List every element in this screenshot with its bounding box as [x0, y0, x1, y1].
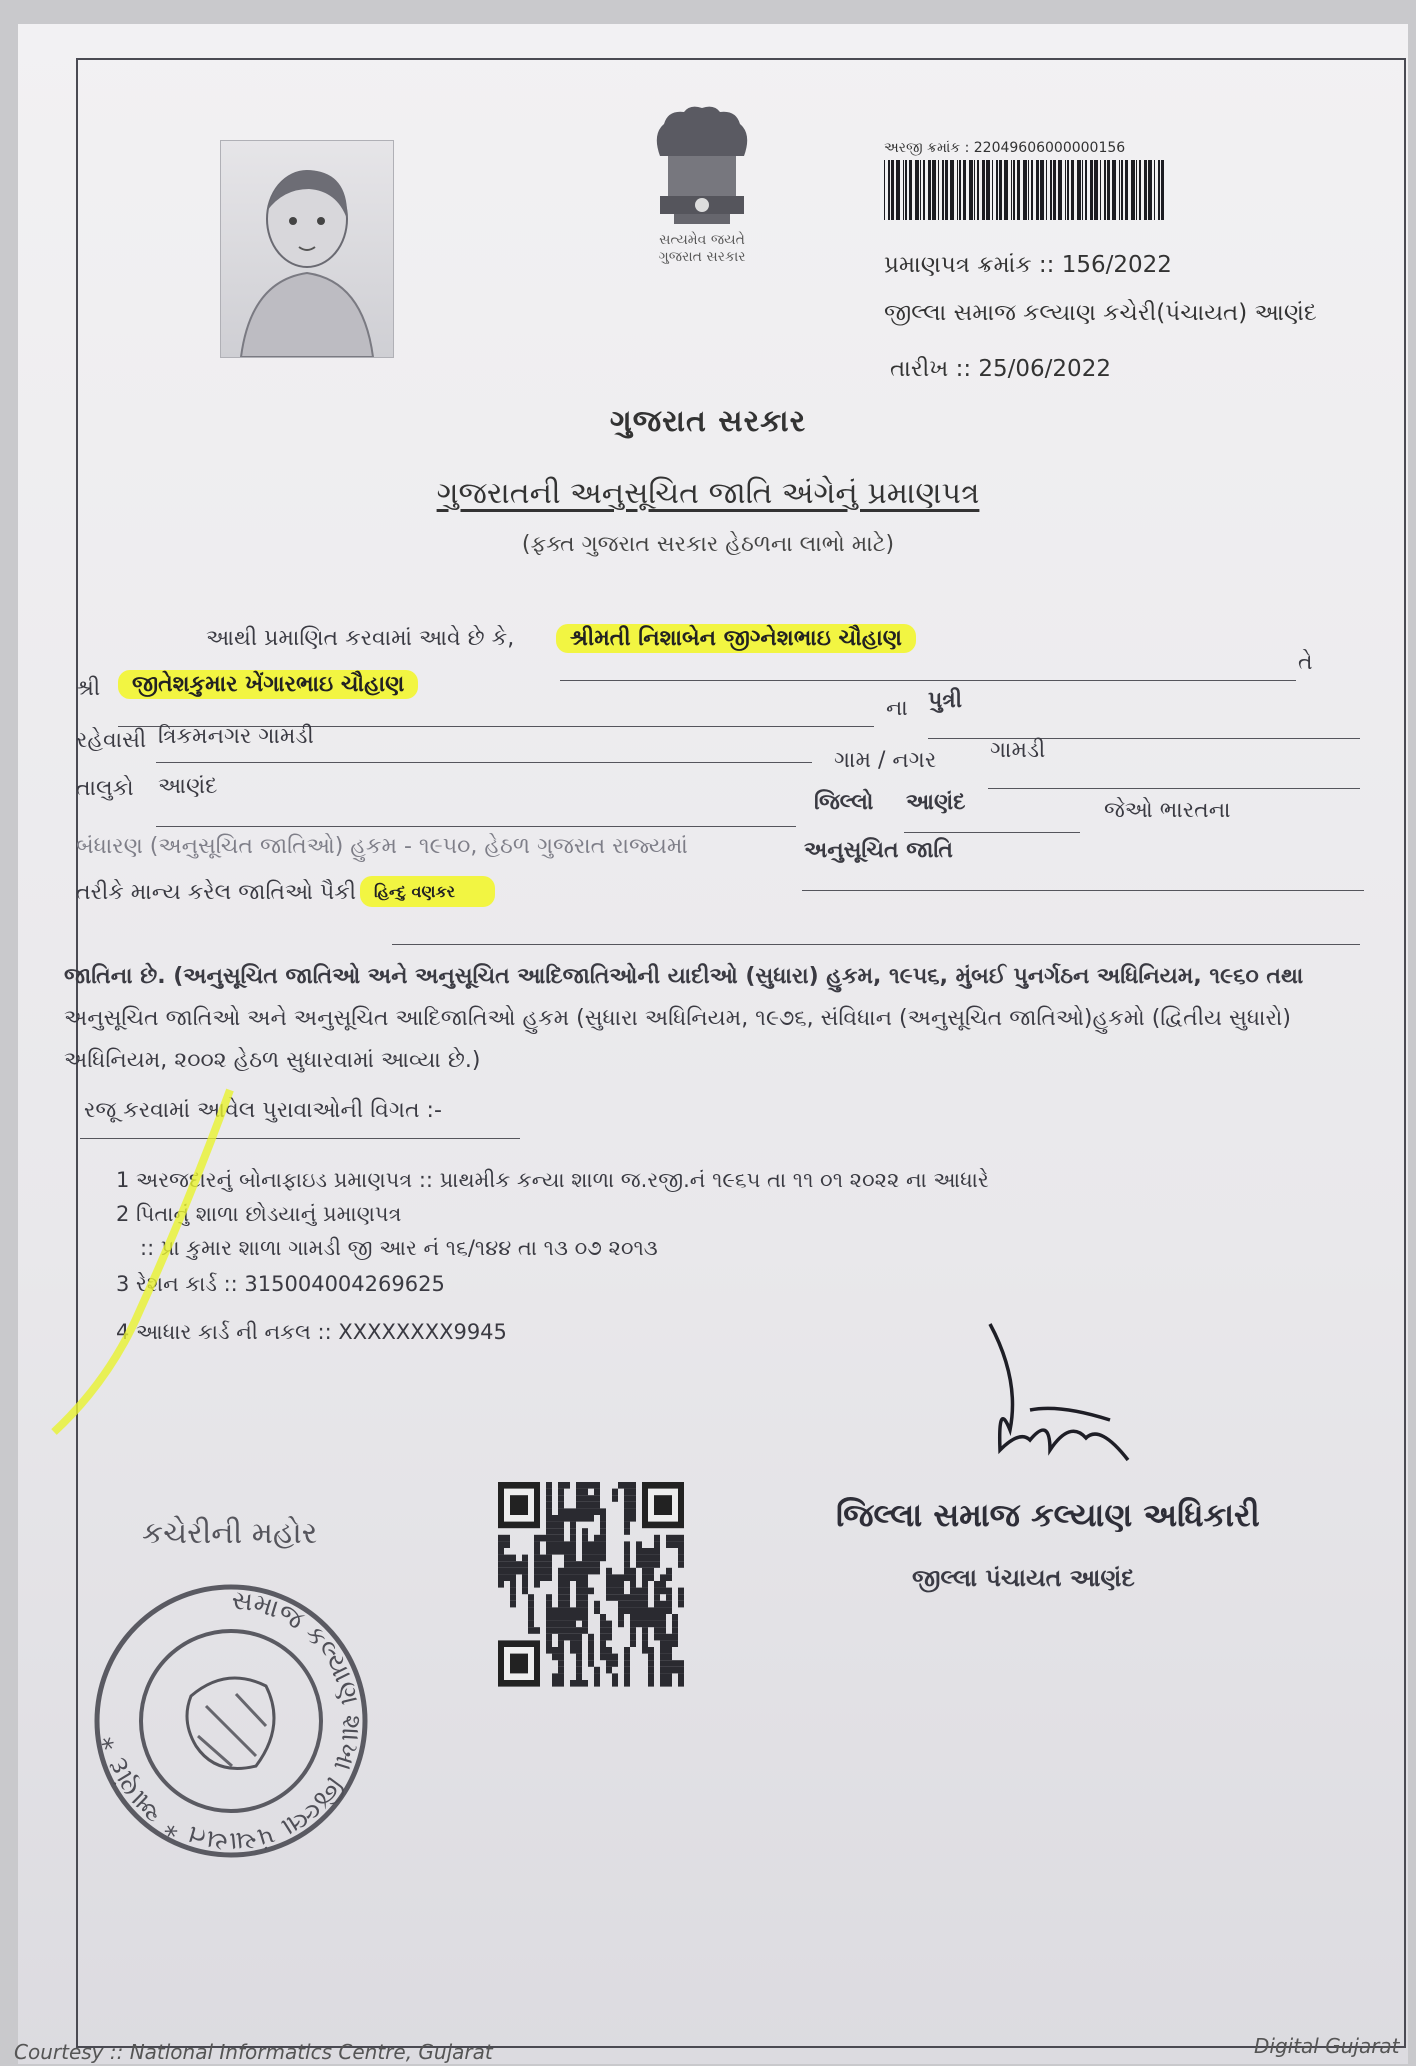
- father-name: [118, 672, 418, 697]
- certificate-title: [0, 476, 1416, 511]
- legal-paragraph: [64, 956, 1303, 1082]
- emblem-caption-2: ગુજરાત સરકાર: [658, 249, 746, 265]
- category-value: અનુસૂચિત જાતિ: [804, 838, 953, 863]
- te-text: તે: [1298, 650, 1313, 675]
- government-title: ગુજરાત સરકાર: [609, 404, 807, 439]
- paragraph-line-3: અધિનિયમ, ૨૦૦૨ હેઠળ સુધારવામાં આવ્યા છે.): [64, 1048, 481, 1073]
- evidence-item-3: 3 રેશન કાર્ડ :: 315004004269625: [116, 1272, 445, 1296]
- certificate-number: 156/2022: [1061, 252, 1172, 278]
- taluka-label: તાલુકો: [76, 776, 134, 801]
- evidence-heading: રજૂ કરવામાં આવેલ પુરાવાઓની વિગત :-: [84, 1098, 442, 1123]
- footer-courtesy: Courtesy :: National Informatics Centre, Gujarat: [14, 2040, 493, 2064]
- resident-value: ત્રિકમનગર ગામડી: [158, 724, 314, 749]
- ashoka-lion-icon: [634, 104, 770, 228]
- village-label: ગામ / નગર: [834, 748, 937, 773]
- father-name-text: જીતેશકુમાર ખેંગારભાઇ ચૌહાણ: [118, 670, 418, 699]
- district-label: જિલ્લો: [814, 790, 874, 815]
- order-text: બંધારણ (અનુસૂચિત જાતિઓ) હુકમ - ૧૯૫૦, હેઠળ ગુજરાત રાજ્યમાં: [76, 834, 688, 859]
- office-seal-stamp: [86, 1576, 376, 1866]
- evidence-item-2-detail: :: પ્રા કુમાર શાળા ગામડી જી આર નં ૧૬/૧૪૪ તા ૧૩ ૦૭ ૨૦૧૩: [140, 1236, 658, 1260]
- certificate-title-text: ગુજરાતની અનુસૂચિત જાતિ અંગેનું પ્રમાણપત્ર: [436, 476, 980, 511]
- highlighter-mark: [40, 1080, 240, 1440]
- bharat-text: જેઓ ભારતના: [1104, 798, 1231, 823]
- underline-resident: [156, 762, 812, 763]
- officer-office: જીલ્લા પંચાયત આણંદ: [912, 1564, 1135, 1592]
- state-emblem: [634, 104, 770, 268]
- emblem-caption-1: સત્યમેવ જયતે: [659, 232, 745, 248]
- intro-text: આથી પ્રમાણિત કરવામાં આવે છે કે,: [206, 626, 515, 651]
- resident-label: રહેવાસી: [76, 728, 147, 753]
- underline-category: [802, 890, 1364, 891]
- taluka-value: આણંદ: [158, 774, 218, 799]
- seal-label: કચેરીની મહોર: [142, 1516, 318, 1551]
- caste-value: [360, 878, 495, 903]
- caste-value-text: હિન્દુ વણકર: [360, 876, 495, 907]
- paragraph-line-2: અનુસૂચિત જાતિઓ અને અનુસૂચિત આદિજાતિઓ હુકમ (સુધારા અધિનિયમ, ૧૯૭૬, સંવિધાન (અનુસૂચિત જાતિઓ)હુકમો (દ્વિતીય સુધારો): [64, 1006, 1291, 1031]
- barcode: [884, 160, 1166, 220]
- na-text: ના: [886, 696, 908, 721]
- district-value: આણંદ: [906, 790, 966, 815]
- certificate-subtitle: (ફક્ત ગુજરાત સરકાર હેઠળના લાભો માટે): [521, 532, 895, 557]
- relation: પુત્રી: [928, 688, 963, 713]
- applicant-name: [556, 626, 916, 651]
- applicant-photo: [220, 140, 394, 358]
- officer-designation: જિલ્લા સમાજ કલ્યાણ અધિકારી: [836, 1496, 1260, 1534]
- underline-district: [904, 832, 1080, 833]
- underline-applicant: [560, 680, 1296, 681]
- recognized-text: તરીકે માન્ય કરેલ જાતિઓ પૈકી: [76, 880, 357, 905]
- qr-code: [498, 1482, 684, 1688]
- underline-taluka: [156, 826, 796, 827]
- shri-label: શ્રી: [76, 676, 101, 701]
- underline-caste: [392, 944, 1360, 945]
- underline-village: [988, 788, 1360, 789]
- evidence-item-1: 1 અરજદારનું બોનાફાઇડ પ્રમાણપત્ર :: પ્રાથમીક કન્યા શાળા જ.રજી.નં ૧૯૬૫ તા ૧૧ ૦૧ ૨૦૨૨ ના આધારે: [116, 1168, 989, 1192]
- issue-date: 25/06/2022: [978, 356, 1111, 382]
- officer-signature: [960, 1320, 1140, 1470]
- issuing-office: જીલ્લા સમાજ કલ્યાણ કચેરી(પંચાયત) આણંદ: [884, 300, 1317, 326]
- certificate-number-label: પ્રમાણપત્ર ક્રમાંક ::: [884, 252, 1055, 278]
- date-row: [890, 356, 1111, 382]
- evidence-item-4: 4 આધાર કાર્ડ ની નકલ :: XXXXXXXX9945: [116, 1320, 507, 1344]
- applicant-name-text: શ્રીમતી નિશાબેન જીગ્નેશભાઇ ચૌહાણ: [556, 624, 916, 653]
- svg-text:સમાજ કલ્યાણ શાખા જિલ્લા પંચાયત: સમાજ કલ્યાણ શાખા જિલ્લા પંચાયત * આણંદ *: [96, 1585, 367, 1857]
- certificate-number-row: [884, 252, 1172, 278]
- footer-brand: Digital Gujarat: [1254, 2034, 1400, 2058]
- paragraph-line-1: જાતિના છે. (અનુસૂચિત જાતિઓ અને અનુસૂચિત આદિજાતિઓની યાદીઓ (સુધારા) હુકમ, ૧૯૫૬, મુંબઈ પુનર્ગઠન અધિનિયમ, ૧૯૬૦ તથા: [64, 964, 1304, 989]
- application-number: અરજી ક્રમાંક : 22049606000000156: [884, 140, 1126, 156]
- date-label: તારીખ ::: [890, 356, 972, 382]
- evidence-item-2: 2 પિતાનું શાળા છોડયાનું પ્રમાણપત્ર: [116, 1202, 402, 1226]
- village-value: ગામડી: [990, 738, 1046, 763]
